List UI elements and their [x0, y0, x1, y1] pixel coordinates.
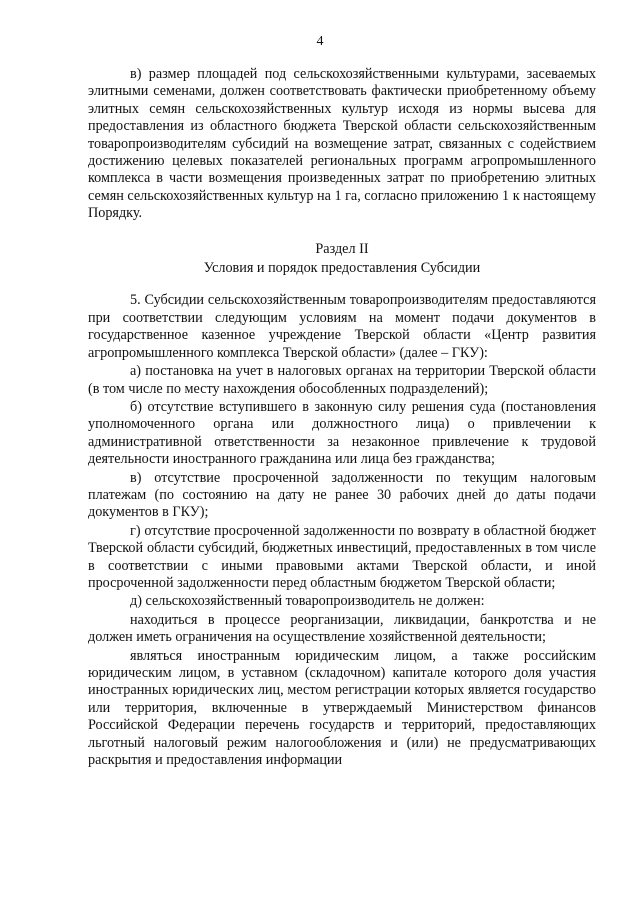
section-number: Раздел II [315, 240, 369, 257]
list-item-g: г) отсутствие просроченной задолженности по возврату в областной бюджет Тверской области субсидий, бюджетных инвестиций, предоставленных в том числе в соответствии с иными правовыми актами Тверской области, и иной просроченной задолженности перед областным бюджетом Тверской области; [88, 522, 596, 591]
list-item-b: б) отсутствие вступившего в законную силу решения суда (постановления уполномоченного органа или должностного лица) о привлечении к административной ответственности за незаконное привлечение к трудовой деятельности иностранного гражданина или лица без гражданства; [88, 398, 596, 468]
list-item-d-sub2: являться иностранным юридическим лицом, а также российским юридическим лицом, в уставном (складочном) капитале которого доля участия иностранных юридических лиц, местом регистрации которых является государство или территория, включенные в утверждаемый Министерством финансов Российской Федерации перечень государств и территорий, предоставляющих льготный налоговый режим налогообложения и (или) не предусматривающих раскрытия и предоставления информации [88, 647, 596, 769]
list-item-d: д) сельскохозяйственный товаропроизводитель не должен: [130, 593, 485, 610]
paragraph-v: в) размер площадей под сельскохозяйственными культурами, засеваемых элитными семенами, должен соответствовать фактически приобретенному объему элитных семян сельскохозяйственных культур исходя из нормы высева для предоставления из областного бюджета Тверской области сельскохозяйственным товаропроизводителям субсидий на возмещение затрат, связанных с содействием достижению целевых показателей региональных программ агропромышленного комплекса в части возмещения произведенных затрат по приобретению элитных семян сельскохозяйственных культур на 1 га, согласно приложению 1 к настоящему Порядку. [88, 66, 596, 222]
section-title: Условия и порядок предоставления Субсидии [203, 260, 481, 277]
document-body [88, 66, 596, 769]
page-number: 4 [316, 34, 324, 49]
list-item-v: в) отсутствие просроченной задолженности по текущим налоговым платежам (по состоянию на дату не ранее 30 рабочих дней до даты подачи документов в ГКУ); [88, 469, 596, 521]
paragraph-5: 5. Субсидии сельскохозяйственным товаропроизводителям предоставляются при соответствии следующим условиям на момент подачи документов в государственное казенное учреждение Тверской области «Центр развития агропромышленного комплекса Тверской области» (далее – ГКУ): [88, 292, 596, 361]
list-item-d-sub1: находиться в процессе реорганизации, ликвидации, банкротства и не должен иметь ограничения на осуществление хозяйственной деятельности; [88, 611, 596, 646]
list-item-a: а) постановка на учет в налоговых органах на территории Тверской области (в том числе по месту нахождения обособленных подразделений); [88, 363, 596, 397]
